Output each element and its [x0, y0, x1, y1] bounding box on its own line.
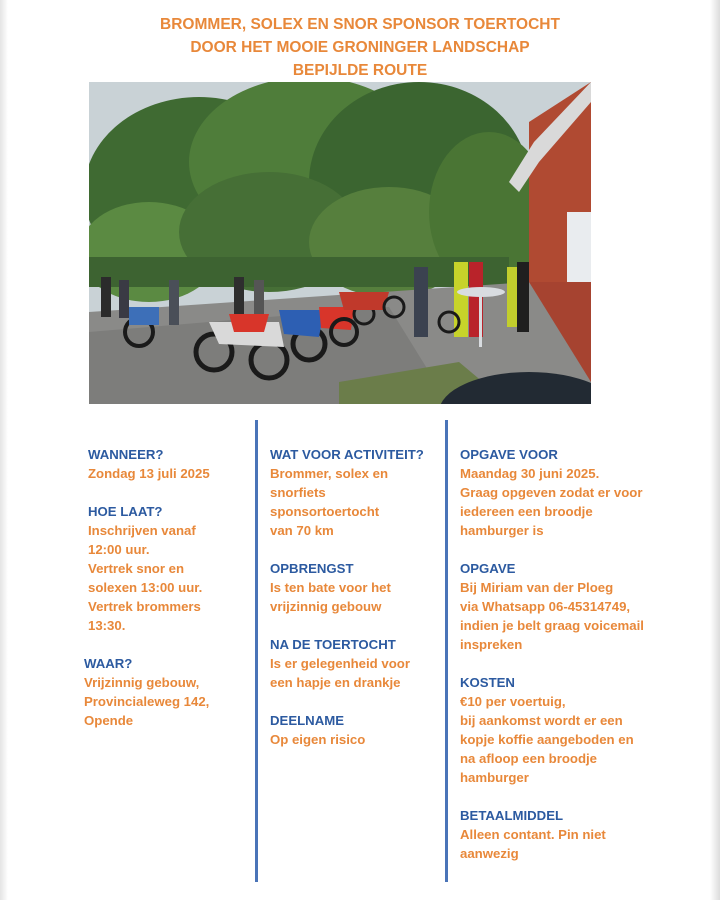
opgavevoor-line: Graag opgeven zodat er voor — [460, 485, 643, 500]
opgavevoor-line: hamburger is — [460, 523, 544, 538]
kosten-line: bij aankomst wordt er een — [460, 713, 623, 728]
waar-heading: WAAR? — [84, 656, 133, 671]
hoelaat-line: 12:00 uur. — [88, 542, 150, 557]
opgave-heading: OPGAVE — [460, 561, 516, 576]
event-photo — [89, 82, 591, 404]
hoelaat-line: Vertrek snor en — [88, 561, 185, 576]
kosten-line: €10 per voertuig, — [460, 694, 566, 709]
waar-line: Provincialeweg 142, — [84, 694, 210, 709]
activiteit-heading: WAT VOOR ACTIVITEIT? — [270, 447, 424, 462]
waar-line: Opende — [84, 713, 134, 728]
deelname-block — [270, 711, 440, 749]
waar-block — [84, 654, 248, 730]
title-line-3: BEPIJLDE ROUTE — [292, 62, 428, 79]
kosten-block — [460, 673, 710, 787]
opgave-line: Bij Miriam van der Ploeg — [460, 580, 614, 595]
activiteit-block — [270, 445, 440, 540]
wanneer-heading: WANNEER? — [88, 447, 164, 462]
column-activity — [270, 445, 440, 768]
betaalmiddel-heading: BETAALMIDDEL — [460, 808, 564, 823]
hoelaat-block — [88, 502, 248, 635]
opbrengst-block — [270, 559, 440, 616]
activiteit-line: van 70 km — [270, 523, 334, 538]
title-line-1: BROMMER, SOLEX EN SNOR SPONSOR TOERTOCHT — [160, 16, 560, 33]
column-when-where — [84, 445, 248, 749]
column-registration — [460, 445, 710, 882]
opbrengst-heading: OPBRENGST — [270, 561, 354, 576]
opgavevoor-heading: OPGAVE VOOR — [460, 447, 558, 462]
kosten-heading: KOSTEN — [460, 675, 515, 690]
hoelaat-line: Inschrijven vanaf — [88, 523, 196, 538]
hoelaat-line: 13:30. — [88, 618, 126, 633]
betaalmiddel-block — [460, 806, 710, 863]
column-divider-1 — [255, 420, 258, 882]
opgave-line: inspreken — [460, 637, 523, 652]
deelname-heading: DEELNAME — [270, 713, 344, 728]
hoelaat-line: Vertrek brommers — [88, 599, 201, 614]
kosten-line: na afloop een broodje — [460, 751, 598, 766]
betaalmiddel-line: Alleen contant. Pin niet — [460, 827, 606, 842]
column-divider-2 — [445, 420, 448, 882]
opgavevoor-block — [460, 445, 710, 540]
opgave-line: via Whatsapp 06-45314749, — [460, 599, 631, 614]
hoelaat-heading: HOE LAAT? — [88, 504, 163, 519]
opbrengst-line: Is ten bate voor het — [270, 580, 391, 595]
deelname-line: Op eigen risico — [270, 732, 366, 747]
page-edge-left — [0, 0, 8, 900]
opgave-line: indien je belt graag voicemail — [460, 618, 644, 633]
activiteit-line: sponsortoertocht — [270, 504, 380, 519]
natoertocht-heading: NA DE TOERTOCHT — [270, 637, 396, 652]
natoertocht-line: Is er gelegenheid voor — [270, 656, 410, 671]
wanneer-line: Zondag 13 juli 2025 — [88, 466, 210, 481]
activiteit-line: snorfiets — [270, 485, 326, 500]
natoertocht-line: een hapje en drankje — [270, 675, 401, 690]
opgavevoor-line: iedereen een broodje — [460, 504, 593, 519]
opbrengst-line: vrijzinnig gebouw — [270, 599, 382, 614]
kosten-line: hamburger — [460, 770, 529, 785]
title-line-2: DOOR HET MOOIE GRONINGER LANDSCHAP — [190, 39, 530, 56]
wanneer-block — [88, 445, 248, 483]
opgavevoor-line: Maandag 30 juni 2025. — [460, 466, 600, 481]
flyer-title — [0, 13, 720, 82]
photo-icon — [89, 82, 591, 404]
betaalmiddel-line: aanwezig — [460, 846, 519, 861]
activiteit-line: Brommer, solex en — [270, 466, 389, 481]
page-edge-right — [710, 0, 720, 900]
kosten-line: kopje koffie aangeboden en — [460, 732, 634, 747]
natoertocht-block — [270, 635, 440, 692]
hoelaat-line: solexen 13:00 uur. — [88, 580, 203, 595]
opgave-block — [460, 559, 710, 654]
waar-line: Vrijzinnig gebouw, — [84, 675, 200, 690]
